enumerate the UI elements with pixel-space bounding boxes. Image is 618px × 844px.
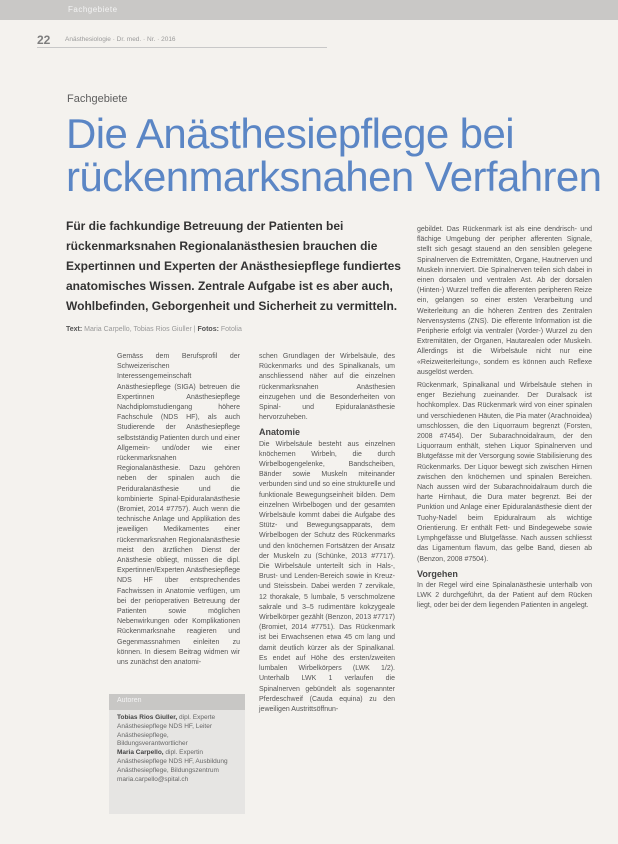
body-column-1 [117,352,240,671]
byline-photo: Fotolia [220,326,242,333]
running-head: Anästhesiologie · Dr. med. · Nr. · 2016 [65,36,176,43]
col3-paragraph-3: In der Regel wird eine Spinalanästhesie unterhalb von LWK 2 durchgeführt, da der Patient auf dem Rücken liegt, oder bei der dem liegenden Patienten in angelegt. [417,581,592,610]
author1-desc: dipl. Experte Anästhesiepflege NDS HF, Leiter Anästhesiepflege, Bildungsverantwortlicher [117,714,216,748]
body-column-2 [259,352,395,718]
header-rule [37,47,327,48]
col1-paragraph: Gemäss dem Berufsprofil der Schweizerischen Interessengemeinschaft Anästhesiepflege (SIGA) betreuen die Expertinnen Anästhesiepflege Nachdiplomstudiengang höhere Fachschule (NDS HF), als auch Studierende der Anästhesiepflege selbstständig Patienten durch und einer Allgemein- und/oder wie einer rückenmarksnahen Regionalanästhesie. Dazu gehören neben der spinalen auch die Periduralanästhesie und die kombinierte Spinal-Epiduralanästhesie (Bromiet, 2014 #7757). Auch wenn die technische Anlage und Applikation des jeweiligen Medikamentes einer rückenmarksnahen Regionalanästhesie meist den ärztlichen Dienst der Anästhesie obliegt, müssen die dipl. Expertinnen/Experten Anästhesiepflege NDS HF über entsprechendes Fachwissen in Anatomie verfügen, um bei der perioperativen Betreuung der Patienten sowie möglichen Nebenwirkungen oder Komplikationen Rückenmarksnahe reagieren und Gegenmassnahmen einleiten zu können. In diesem Beitrag widmen wir uns zunächst den anatomi- [117,353,240,667]
byline-text-label: Text: [66,326,83,333]
author-infobox [109,694,245,814]
section-label: Fachgebiete [67,93,128,105]
infobox-body [109,710,245,788]
infobox-heading: Autoren [109,694,245,710]
author2-name: Maria Carpello, [117,749,164,757]
col2-paragraph-1: schen Grundlagen der Wirbelsäule, des Rückenmarks und des Spinalkanals, um anschliessend näher auf die einzelnen rückenmarksnahen Anästhesien einzugehen und die Besonderheiten von Spinal- und Epiduralanästhesie hervorzuheben. [259,353,395,422]
byline: Text: Maria Carpello, Tobias Rios Giuller | Fotos: Fotolia [66,326,242,333]
page-number: 22 [37,33,51,47]
byline-photo-label: Fotos: [197,326,219,333]
author2-desc: dipl. Expertin Anästhesiepflege NDS HF, Ausbildung Anästhesiepflege, Bildungszentrum [117,749,228,774]
subheading-anatomie: Anatomie [259,427,301,438]
title-line-2: rückenmarksnahen Verfahren [66,153,602,200]
article-title [66,112,601,198]
col3-paragraph-2: Rückenmark, Spinalkanal und Wirbelsäule stehen in enger Beziehung zueinander. Der Duralsack ist hochkomplex. Das Rückenmark wird von einer spinalen und verschiedenen Häuten, die Pia mater (Arachnoidea) umschlossen, die den Liquorraum begrenzt (Forsten, 2008 #7454). Der Subarachnoidalraum, der den Liquorraum enthält, stehen Liquor Spinalnerven und Blutgefässe mit der Versorgung sowie Stabilisierung des Rückenmarks. Der Liquor bewegt sich zwischen Hirnen zwischen den knöchernen und spinalen Bereichen. Nach aussen wird der Subarachnoidalraum durch die harte Hirnhaut, die Dura mater begrenzt. Bei der Punktion und Anlage einer Epiduralanästhesie dient der Tuohy-Nadel beim Epiduralraum als wichtige Orientierung. Er enthält Fett- und Bindegewebe sowie Lymphgefässe und Blutgefässe. Nach aussen schliesst das Ligamentum flavum, das gelbe Band, diesen ab (Benzon, 2008 #7504). [417,382,592,563]
subheading-vorgehen: Vorgehen [417,568,458,579]
byline-authors: Maria Carpello, Tobias Rios Giuller [84,326,192,333]
author-email: maria.carpello@spital.ch [117,775,189,783]
top-band [0,0,618,20]
title-line-1: Die Anästhesiepflege bei [66,110,514,157]
lead-paragraph: Für die fachkundige Betreuung der Patienten bei rückenmarksnahen Regionalanästhesien brauchen die Expertinnen und Experten der Anästhesiepflege fundiertes anatomisches Wissen. Zentrale Aufgabe ist es aber auch, Wohlbefinden, Geborgenheit und Sicherheit zu vermitteln. [66,219,401,313]
band-text: Fachgebiete [68,5,118,14]
body-column-3 [417,225,592,615]
col2-paragraph-2: Die Wirbelsäule besteht aus einzelnen knöchernen Wirbeln, die durch Wirbelbogengelenke, Bandscheiben, Bänder sowie Muskeln miteinander verbunden sind und so eine strukturelle und funktionale Bewegungseinheit bilden. Dem einzelnen Wirbelbogen und der gesamten Wirbelsäule kommt dabei die Aufgabe des Stütz- und Bewegungsapparats, dem Wirbelbogen der Schutz des Rückenmarks und den knöchernen Fortsätzen der Ansatz der Muskeln zu (Schünke, 2013 #7717). Die Wirbelsäule unterteilt sich in Hals-, Brust- und Lenden-Bereich sowie in Kreuz- und Steissbein. Dabei werden 7 zervikale, 12 thorakale, 5 lumbale, 5 verschmolzene sakrale und 3–5 rudimentäre kokzygeale Wirbelkörper gezählt (Benzon, 2013 #7717) (Bromiet, 2014 #7751). Das Rückenmark ist bei Erwachsenen etwa 45 cm lang und damit deutlich kürzer als der Spinalkanal. Es endet auf Höhe des ersten/zweiten lumbalen Wirbelkörpers (LWK 1/2). Unterhalb LWK 1 verlaufen die Spinalnerven gebündelt als sogenannter Pferdeschweif (Cauda equina) zu den jeweiligen Austrittsöffnun- [259,440,395,713]
col3-paragraph-1: gebildet. Das Rückenmark ist als eine dendrisch- und flächige Umgebung der peripher afferenten Signale, stellt sich gesagt stauend an den sensiblen gelegene Spinalnerven die Extremitäten, Organe, Hautnerven und Muskeln innerviert. Die Spinalnerven teilen sich dabei in einen dorsalen und ventralen Ast. Ab der dorsalen (Hinten-) Wurzel treffen die afferenten peripheren Reize ein, gelangen so einer ersten Verarbeitung und Weiterleitung an die höheren Zentren des Zentralen Nervensystems (ZNS). Die efferente Information ist die Peripherie erfolgt via ventraler (Vorder-) Wurzel zu den Extremitäten, der Organen, Hautarealen oder Muskeln. Allerdings ist die Wirbelsäule nicht nur eine «Reizweiterleitung», sondern es können auch Reflexe ausgelöst werden. [417,226,592,376]
author1-name: Tobias Rios Giuller, [117,714,178,721]
